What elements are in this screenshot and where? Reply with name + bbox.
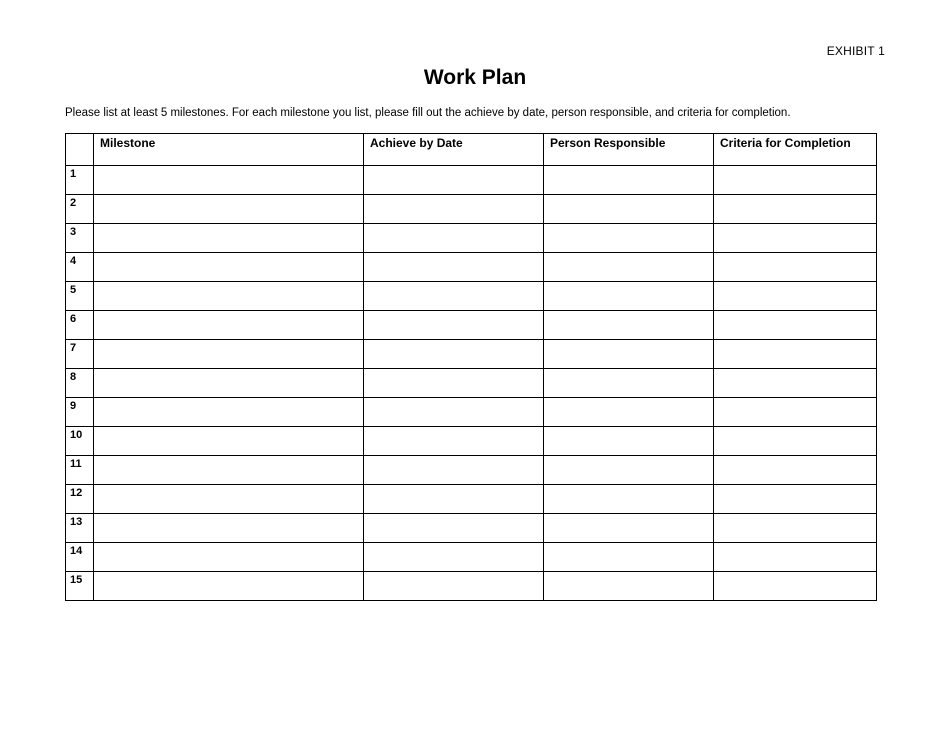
table-row [66,311,877,340]
milestone-cell[interactable] [94,456,364,485]
table-row [66,427,877,456]
row-number: 14 [66,543,94,572]
milestone-cell[interactable] [94,572,364,601]
row-number: 11 [66,456,94,485]
table-row [66,166,877,195]
criteria-cell[interactable] [714,195,877,224]
header-person-responsible: Person Responsible [544,134,714,166]
criteria-cell[interactable] [714,485,877,514]
milestone-cell[interactable] [94,427,364,456]
criteria-cell[interactable] [714,340,877,369]
table-header-row [66,134,877,166]
criteria-cell[interactable] [714,514,877,543]
achieve-by-date-cell[interactable] [364,340,544,369]
milestone-cell[interactable] [94,195,364,224]
person-responsible-cell[interactable] [544,572,714,601]
criteria-cell[interactable] [714,166,877,195]
person-responsible-cell[interactable] [544,195,714,224]
person-responsible-cell[interactable] [544,166,714,195]
row-number: 1 [66,166,94,195]
criteria-cell[interactable] [714,253,877,282]
table-row [66,485,877,514]
person-responsible-cell[interactable] [544,427,714,456]
criteria-cell[interactable] [714,311,877,340]
milestone-cell[interactable] [94,369,364,398]
milestone-cell[interactable] [94,166,364,195]
table-row [66,224,877,253]
milestone-cell[interactable] [94,543,364,572]
person-responsible-cell[interactable] [544,543,714,572]
row-number: 5 [66,282,94,311]
row-number: 6 [66,311,94,340]
criteria-cell[interactable] [714,224,877,253]
table-row [66,543,877,572]
person-responsible-cell[interactable] [544,398,714,427]
header-criteria-for-completion: Criteria for Completion [714,134,877,166]
work-plan-table [65,133,877,601]
table-row [66,282,877,311]
row-number: 2 [66,195,94,224]
person-responsible-cell[interactable] [544,456,714,485]
person-responsible-cell[interactable] [544,340,714,369]
achieve-by-date-cell[interactable] [364,224,544,253]
achieve-by-date-cell[interactable] [364,485,544,514]
criteria-cell[interactable] [714,369,877,398]
table-row [66,253,877,282]
person-responsible-cell[interactable] [544,369,714,398]
table-row [66,195,877,224]
milestone-cell[interactable] [94,340,364,369]
table-row [66,514,877,543]
row-number: 8 [66,369,94,398]
achieve-by-date-cell[interactable] [364,253,544,282]
row-number: 13 [66,514,94,543]
row-number: 12 [66,485,94,514]
table-row [66,398,877,427]
criteria-cell[interactable] [714,572,877,601]
header-milestone: Milestone [94,134,364,166]
row-number: 9 [66,398,94,427]
row-number: 7 [66,340,94,369]
achieve-by-date-cell[interactable] [364,311,544,340]
instructions-text: Please list at least 5 milestones. For each milestone you list, please fill out the achieve by date, person responsible, and criteria for completion. [65,107,791,119]
criteria-cell[interactable] [714,398,877,427]
person-responsible-cell[interactable] [544,253,714,282]
achieve-by-date-cell[interactable] [364,369,544,398]
exhibit-label: EXHIBIT 1 [826,44,885,58]
achieve-by-date-cell[interactable] [364,398,544,427]
achieve-by-date-cell[interactable] [364,166,544,195]
person-responsible-cell[interactable] [544,514,714,543]
milestone-cell[interactable] [94,282,364,311]
person-responsible-cell[interactable] [544,282,714,311]
header-number [66,134,94,166]
header-achieve-by-date: Achieve by Date [364,134,544,166]
milestone-cell[interactable] [94,253,364,282]
achieve-by-date-cell[interactable] [364,514,544,543]
achieve-by-date-cell[interactable] [364,543,544,572]
milestone-cell[interactable] [94,311,364,340]
table-row [66,572,877,601]
achieve-by-date-cell[interactable] [364,456,544,485]
row-number: 3 [66,224,94,253]
milestone-cell[interactable] [94,485,364,514]
page-title: Work Plan [423,66,527,89]
criteria-cell[interactable] [714,543,877,572]
person-responsible-cell[interactable] [544,485,714,514]
person-responsible-cell[interactable] [544,311,714,340]
row-number: 4 [66,253,94,282]
milestone-cell[interactable] [94,224,364,253]
milestone-cell[interactable] [94,514,364,543]
row-number: 15 [66,572,94,601]
milestone-cell[interactable] [94,398,364,427]
person-responsible-cell[interactable] [544,224,714,253]
achieve-by-date-cell[interactable] [364,427,544,456]
table-row [66,456,877,485]
criteria-cell[interactable] [714,427,877,456]
criteria-cell[interactable] [714,282,877,311]
achieve-by-date-cell[interactable] [364,572,544,601]
achieve-by-date-cell[interactable] [364,282,544,311]
row-number: 10 [66,427,94,456]
table-row [66,369,877,398]
achieve-by-date-cell[interactable] [364,195,544,224]
table-row [66,340,877,369]
criteria-cell[interactable] [714,456,877,485]
